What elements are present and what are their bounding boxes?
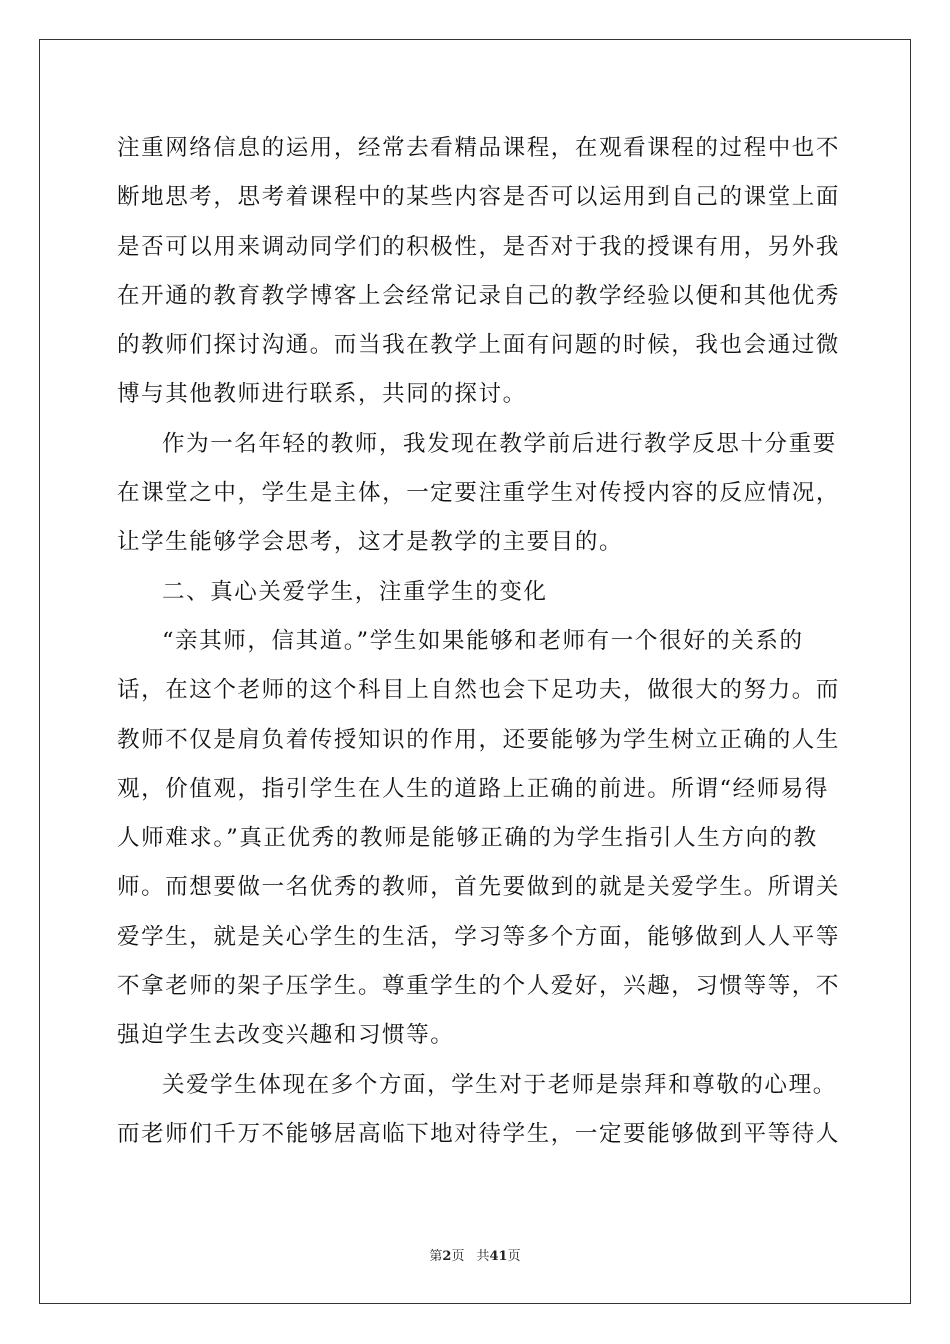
body-line-19: 强迫学生去改变兴趣和习惯等。 — [117, 1022, 455, 1049]
body-line-16: 师。而想要做一名优秀的教师，首先要做到的就是关爱学生。所谓关 — [117, 874, 841, 901]
body-line-17: 爱学生，就是关心学生的生活，学习等多个方面，能够做到人人平等 — [117, 923, 841, 950]
body-line-13: 教师不仅是肩负着传授知识的作用，还要能够为学生树立正确的人生 — [117, 726, 841, 753]
total-prefix: 共 — [476, 1249, 490, 1264]
body-line-4: 在开通的教育教学博客上会经常记录自己的教学经验以便和其他优秀 — [117, 282, 841, 309]
page-prefix: 第 — [429, 1249, 443, 1264]
body-line-14: 观，价值观，指引学生在人生的道路上正确的前进。所谓“经师易得 — [117, 775, 830, 802]
body-line-2: 断地思考，思考着课程中的某些内容是否可以运用到自己的课堂上面 — [117, 184, 841, 211]
body-line-5: 的教师们探讨沟通。而当我在教学上面有问题的时候，我也会通过微 — [117, 332, 841, 359]
body-line-20: 关爱学生体现在多个方面，学生对于老师是崇拜和尊敬的心理。 — [162, 1071, 837, 1098]
body-line-15: 人师难求。”真正优秀的教师是能够正确的为学生指引人生方向的教 — [117, 825, 818, 852]
page-suffix: 页 — [451, 1249, 465, 1264]
body-line-21: 而老师们千万不能够居高临下地对待学生，一定要能够做到平等待人 — [117, 1120, 841, 1147]
document-body — [117, 124, 841, 1159]
total-suffix: 页 — [507, 1249, 521, 1264]
body-line-1: 注重网络信息的运用，经常去看精品课程，在观看课程的过程中也不 — [117, 135, 841, 161]
total-pages: 41 — [489, 1249, 508, 1264]
body-line-3: 是否可以用来调动同学们的积极性，是否对于我的授课有用，另外我 — [117, 233, 841, 260]
page-number: 2 — [442, 1249, 452, 1264]
section-heading: 二、真心关爱学生，注重学生的变化 — [162, 578, 548, 605]
body-line-12: 话，在这个老师的这个科目上自然也会下足功夫，做很大的努力。而 — [117, 677, 841, 704]
body-line-8: 在课堂之中，学生是主体，一定要注重学生对传授内容的反应情况， — [117, 480, 841, 507]
page-footer — [0, 1248, 950, 1266]
body-line-9: 让学生能够学会思考，这才是教学的主要目的。 — [117, 529, 624, 556]
body-line-11: “亲其师，信其道。”学生如果能够和老师有一个很好的关系的 — [162, 627, 804, 654]
body-line-6: 博与其他教师进行联系，共同的探讨。 — [117, 381, 527, 408]
body-line-18: 不拿老师的架子压学生。尊重学生的个人爱好，兴趣，习惯等等，不 — [117, 973, 841, 1000]
body-line-7: 作为一名年轻的教师，我发现在教学前后进行教学反思十分重要 — [162, 430, 837, 457]
